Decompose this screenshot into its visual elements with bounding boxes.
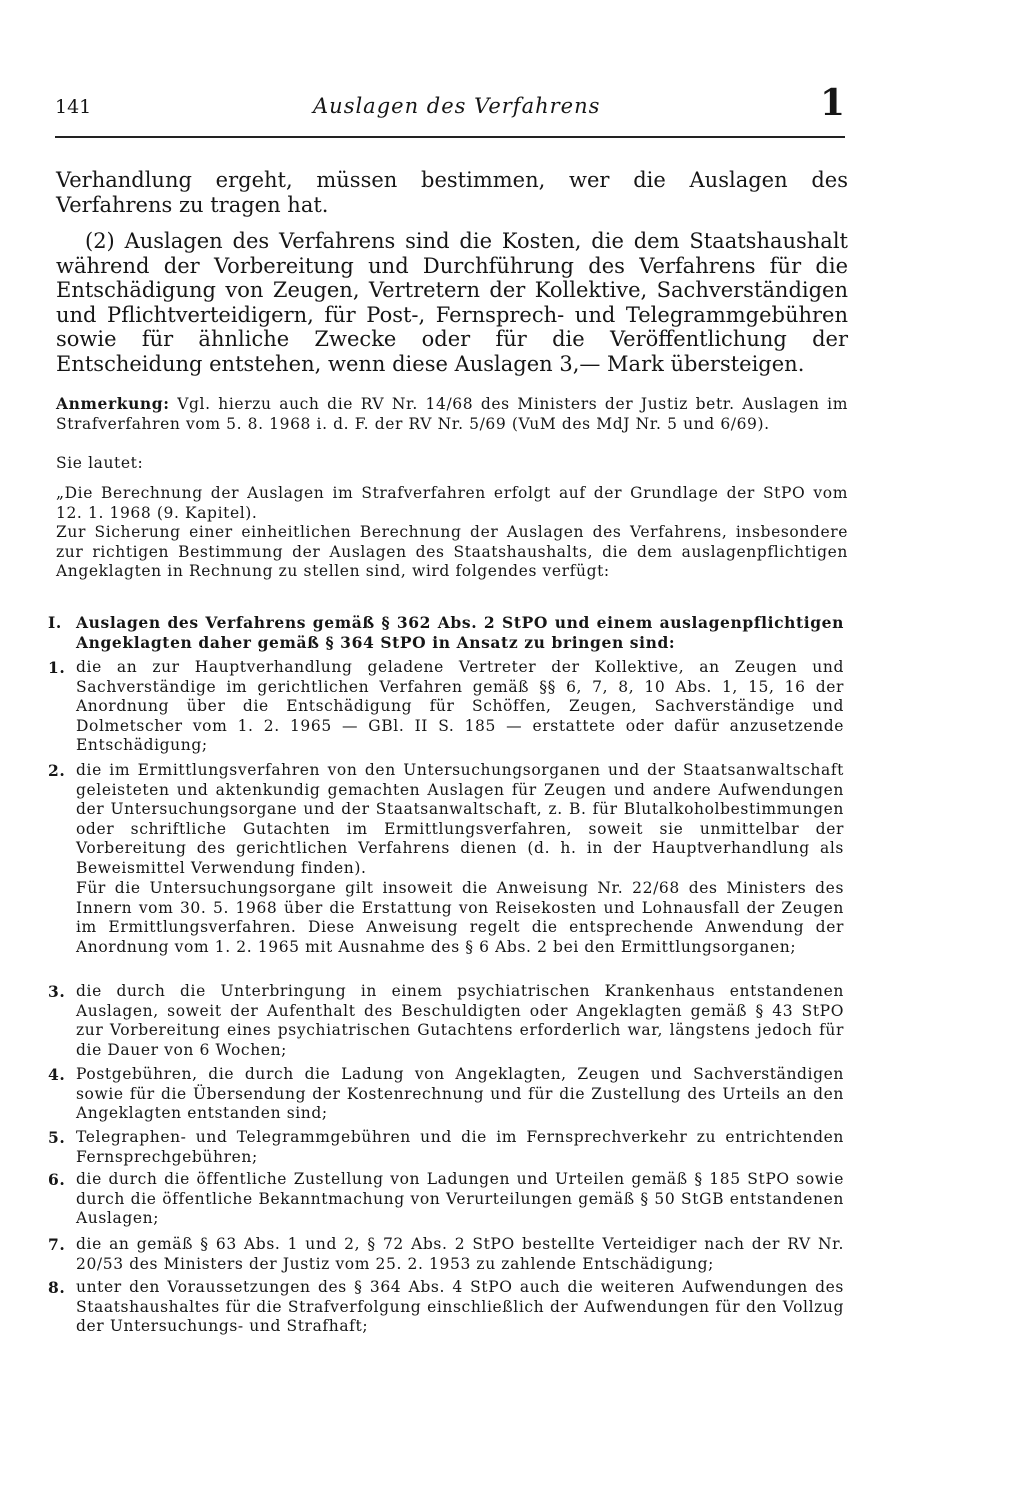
section-numeral: I. [48,613,62,632]
page-number: 141 [55,96,92,118]
note-quote-2: Zur Sicherung einer einheitlichen Berechnung der Auslagen des Verfahrens, insbesondere zur richtigen Bestimmung der Auslagen des Staatshaushalts, die dem auslagenpflichtigen Angeklagten in Rechnung zu stellen sind, wird folgendes verfügt: [56,523,848,581]
section-heading-text: Auslagen des Verfahrens gemäß § 362 Abs. 2 StPO und einem auslagenpflichtigen Angeklagten daher gemäß § 364 StPO in Ansatz zu bringen sind: [76,613,844,652]
list-item-text: die an zur Hauptverhandlung geladene Vertreter der Kollektive, an Zeugen und Sachverständige im gerichtlichen Verfahren gemäß §§ 6, 7, 8, 10 Abs. 1, 15, 16 der Anordnung über die Entschädigung für Schöffen, Zeugen, Sachverständige und Dolmetscher vom 1. 2. 1965 — GBl. II S. 185 — erstattete oder dafür anzusetzende Entschädigung; [76,658,844,755]
list-item-text: die durch die Unterbringung in einem psychiatrischen Krankenhaus entstandenen Auslagen, soweit der Aufenthalt des Beschuldigten oder Angeklagten gemäß § 43 StPO zur Vorbereitung eines psychiatrischen Gutachtens erforderlich war, längstens jedoch für die Dauer von 6 Wochen; [76,982,844,1059]
section-heading-I [48,613,848,653]
list-item-number: 2. [48,761,66,780]
list-item-text: Postgebühren, die durch die Ladung von Angeklagten, Zeugen und Sachverständigen sowie für die Übersendung der Kostenrechnung und für die Zustellung des Urteils an den Angeklagten entstanden sind; [76,1065,844,1123]
note-paragraph [56,394,848,434]
list-item-text: Telegraphen- und Telegrammgebühren und die im Fernsprechverkehr zu entrichtenden Fernsprechgebühren; [76,1128,844,1166]
list-item-number: 6. [48,1170,66,1189]
note-label: Anmerkung: [56,394,170,413]
body-paragraph-2: (2) Auslagen des Verfahrens sind die Kosten, die dem Staatshaushalt während der Vorbereitung und Durchführung des Verfahrens für die Entschädigung von Zeugen, Vertretern der Kollektive, Sachverständigen und Pflichtverteidigern, für Post-, Fernsprech- und Telegrammgebühren sowie für ähnliche Zwecke oder für die Veröffentlichung der Entscheidung entstehen, wenn diese Auslagen 3,— Mark übersteigen. [56,229,848,376]
list-item-number: 4. [48,1065,66,1084]
list-item-text: die im Ermittlungsverfahren von den Untersuchungsorganen und der Staatsanwaltschaft geleisteten und aktenkundig gemachten Auslagen für Zeugen und andere Aufwendungen der Untersuchungsorgane und der Staatsanwaltschaft, z. B. für Blutalkoholbestimmungen oder schriftliche Gutachten im Ermittlungsverfahren, soweit sie unmittelbar der Vorbereitung des gerichtlichen Verfahrens dienen (d. h. in der Hauptverhandlung als Beweismittel Verwendung finden). [76,761,844,877]
list-item-number: 3. [48,982,66,1001]
running-header [55,82,845,138]
list-item-text: unter den Voraussetzungen des § 364 Abs. 4 StPO auch die weiteren Aufwendungen des Staatshaushaltes für die Strafverfolgung einschließlich der Aufwendungen für den Vollzug der Untersuchungs- und Strafhaft; [76,1278,844,1336]
list-item-number: 5. [48,1128,66,1147]
body-paragraph-1: Verhandlung ergeht, müssen bestimmen, wer die Auslagen des Verfahrens zu tragen hat. [56,168,848,217]
list-item-text-continued: Für die Untersuchungsorgane gilt insoweit die Anweisung Nr. 22/68 des Ministers des Innern vom 30. 5. 1968 über die Erstattung von Reisekosten und Lohnausfall der Zeugen im Ermittlungsverfahren. Diese Anweisung regelt die entsprechende Anwendung der Anordnung vom 1. 2. 1965 mit Ausnahme des § 6 Abs. 2 bei den Ermittlungsorganen; [76,879,844,956]
list-item-text: die an gemäß § 63 Abs. 1 und 2, § 72 Abs. 2 StPO bestellte Verteidiger nach der RV Nr. 20/53 des Ministers der Justiz vom 25. 2. 1953 zu zahlende Entschädigung; [76,1235,844,1273]
note-intro: Sie lautet: [56,454,144,472]
running-title: Auslagen des Verfahrens [313,94,601,118]
note-quote-1: „Die Berechnung der Auslagen im Strafverfahren erfolgt auf der Grundlage der StPO vom 12. 1. 1968 (9. Kapitel). [56,484,848,522]
list-item-number: 8. [48,1278,66,1297]
list-item-text: die durch die öffentliche Zustellung von Ladungen und Urteilen gemäß § 185 StPO sowie durch die öffentliche Bekanntmachung von Verurteilungen gemäß § 50 StGB entstandenen Auslagen; [76,1170,844,1228]
list-item-number: 7. [48,1235,66,1254]
list-item-number: 1. [48,658,66,677]
section-number: 1 [819,82,845,124]
note-text: Vgl. hierzu auch die RV Nr. 14/68 des Ministers der Justiz betr. Auslagen im Strafverfahren vom 5. 8. 1968 i. d. F. der RV Nr. 5/69 (VuM des MdJ Nr. 5 und 6/69). [56,395,848,433]
